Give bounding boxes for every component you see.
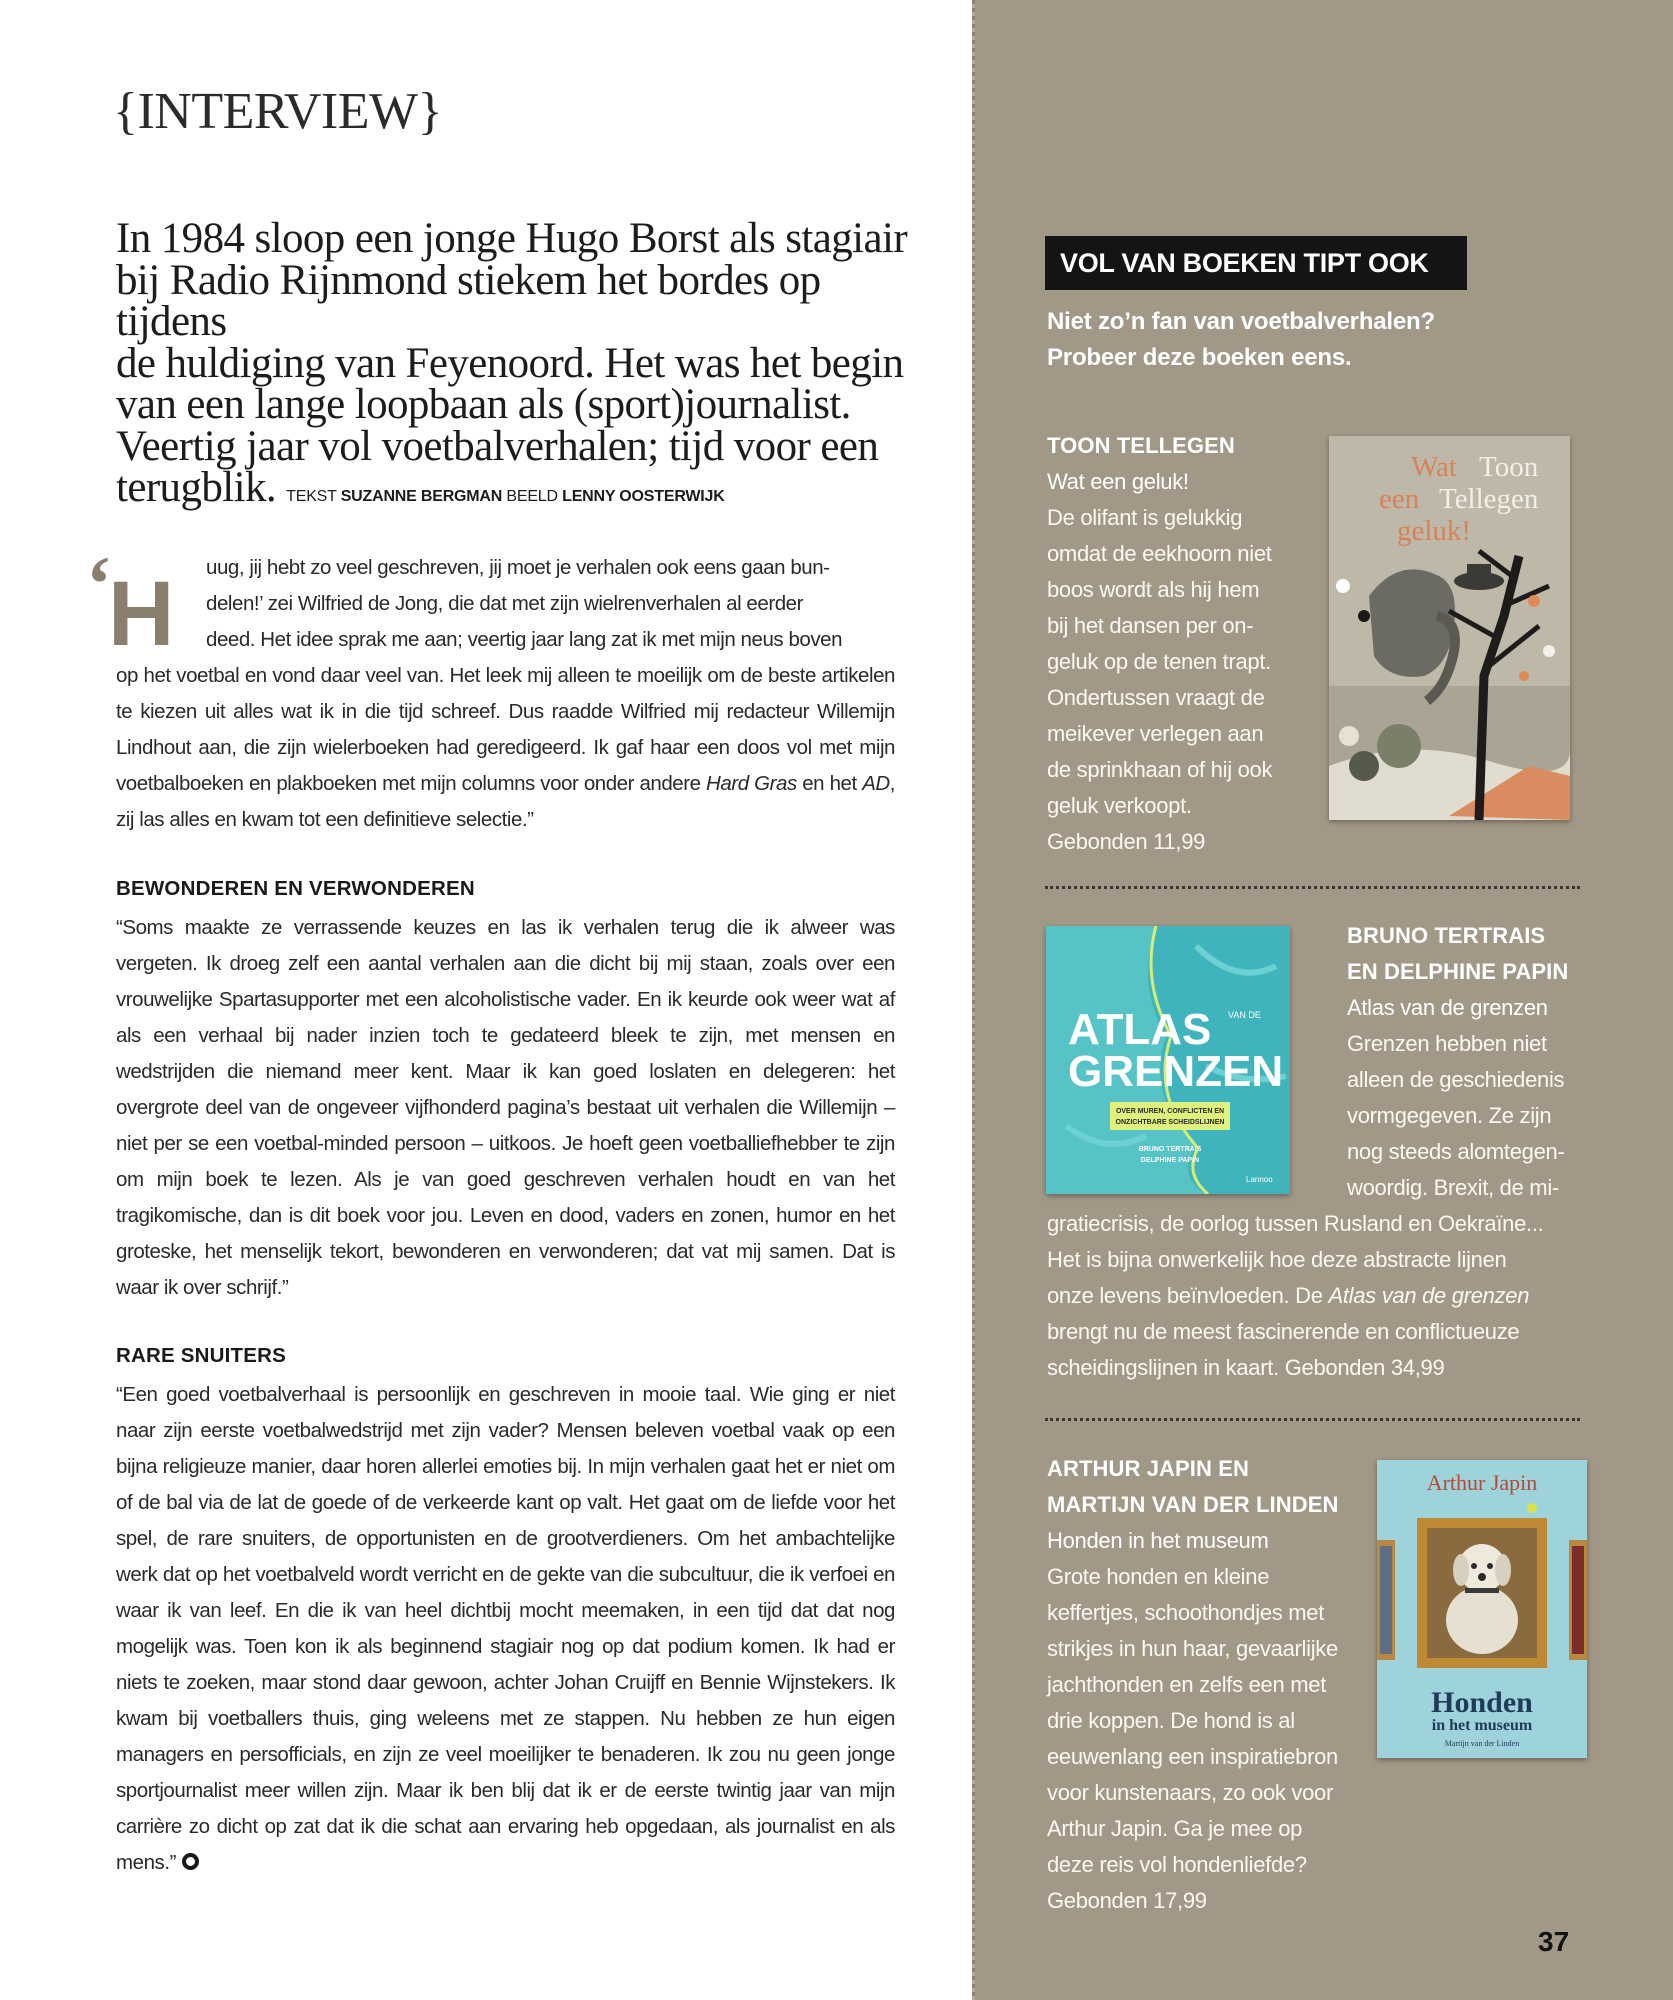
book-title: Honden in het museum <box>1047 1528 1269 1553</box>
credit-photo-name: LENNY OOSTERWIJK <box>562 488 725 505</box>
page-number: 37 <box>1538 1926 1570 1957</box>
book-2-info-full <box>1047 1206 1607 1386</box>
subhead-bewonderen: BEWONDEREN EN VERWONDEREN <box>116 877 475 900</box>
dropcap-letter: H <box>108 563 175 662</box>
paragraph-text: , zij las alles en kwam tot een definitieve selectie.” <box>116 772 896 831</box>
book-desc-line: deze reis vol hondenliefde? <box>1047 1852 1307 1877</box>
credit-text-name: SUZANNE BERGMAN <box>340 488 503 505</box>
book-desc-line <box>1047 1278 1607 1314</box>
paragraph-2: “Soms maakte ze verrassende keuzes en las ik verhalen terug die ik alweer was vergeten. Ik droeg zelf een aantal verhalen aan die dicht bij mij staan, zoals over een vrouwelijke Spartasupporter met een alcoholistische vader. En ik keurde ook weer wat af als een verhaal bij nader inzien toch te gedateerd bleek te zijn, met mensen en wedstrijden die niemand meer kent. Maar ik kan goed loslaten en delegeren: het overgrote deel van de ongeveer vijfhonderd pagina’s bestaat uit verhalen die Willemijn – niet per se een voetbal-minded persoon – uitkoos. Je hoeft geen voetballiefhebber te zijn om mijn boek te lezen. Als je van goed geschreven verhalen houdt en van het tragikomische, dan is dit boek voor jou. Leven en dood, vaders en zonen, humor en het groteske, het menselijk tekort, bewonderen en verwonderen; dat vat mij samen. Dat is waar ik over schrijf.” <box>116 916 895 1299</box>
book-desc-line: vormgegeven. Ze zijn <box>1347 1103 1552 1128</box>
intro-line: In 1984 sloop een jonge Hugo Borst als stagiair <box>116 215 908 262</box>
cover-title-line: ATLAS <box>1068 1005 1212 1054</box>
book-desc-line: woordig. Brexit, de mi- <box>1347 1175 1559 1200</box>
book-desc-line: nog steeds alomtegen- <box>1347 1139 1565 1164</box>
cover-title-line: GRENZEN <box>1068 1047 1284 1096</box>
book-desc-line: De olifant is gelukkig <box>1047 505 1243 530</box>
book-price: scheidingslijnen in kaart. Gebonden 34,99 <box>1047 1355 1445 1380</box>
cover-subtitle-line: OVER MUREN, CONFLICTEN EN <box>1115 1108 1225 1115</box>
cover-title-line: VAN DE <box>1228 1010 1261 1020</box>
book-desc-line: strikjes in hun haar, gevaarlijke <box>1047 1636 1338 1661</box>
intro-line: bij Radio Rijnmond stiekem het bordes op tijdens <box>116 256 821 345</box>
subhead-rare-snuiters: RARE SNUITERS <box>116 1344 287 1367</box>
newspaper-title: AD <box>862 772 890 795</box>
book-desc-line: Arthur Japin. Ga je mee op <box>1047 1816 1303 1841</box>
paragraph-text: “Een goed voetbalverhaal is persoonlijk en geschreven in mooie taal. Wie ging er niet naar zijn eerste voetbalwedstrijd met zijn vader? Mensen beleven voetbal vaak op een bijna religieuze manier, daar horen allerlei emoties bij. In mijn verhalen gaat het er niet om of de bal via de lat de goede of de verkeerde kant op valt. Het gaat om de liefde voor het spel, de rare snuiters, de opportunisten en de grootverdieners. Om het ambachtelijke werk dat op het voetbalveld wordt verricht en de gekte van die subcultuur, die ik verfoei en waar ik van leef. En die ik van heel dichtbij mocht meemaken, in een tijd dat dat nog mogelijk was. Toen kon ik als beginnend stagiair nog op dat podium komen. Ik had er niets te zoeken, maar stond daar gewoon, achter Johan Cruijff en Bennie Wijnstekers. Ik kwam bij voetballers thuis, ging weleens met ze stappen. Nu hebben ze hun eigen managers en persofficials, en zijn ze veel moeilijker te benaderen. Ik zou nu geen jonge sportjournalist meer willen zijn. Maar ik ben blij dat ik er de eerste twintig jaar van mijn carrière zo dicht op zat dat ik die schat aan ervaring heb opgedaan, als journalist en als mens.” <box>116 1383 895 1874</box>
book-title: Wat een geluk! <box>1047 469 1189 494</box>
book-desc-text: onze levens beïnvloeden. De <box>1047 1283 1329 1308</box>
book-desc-line: alleen de geschiedenis <box>1347 1067 1565 1092</box>
dropcap-quote: ‘ <box>86 552 112 627</box>
intro-line: terugblik. <box>116 464 276 511</box>
book-desc-line: voor kunstenaars, zo ook voor <box>1047 1780 1334 1805</box>
book-desc-line: geluk verkoopt. <box>1047 793 1192 818</box>
credit-text-label: TEKST <box>286 488 337 505</box>
paragraph-text: en het <box>796 772 863 795</box>
cover-subtitle-line: ONZICHTBARE SCHEIDSLIJNEN <box>1115 1119 1225 1126</box>
magazine-title: Hard Gras <box>706 772 797 795</box>
cover-publisher: Lannoo <box>1246 1175 1273 1184</box>
book-cover-atlas-grenzen <box>1046 926 1290 1194</box>
book-cover-wat-een-geluk <box>1329 436 1570 820</box>
book-desc-line: keffertjes, schoothondjes met <box>1047 1600 1325 1625</box>
book-1-info <box>1047 428 1307 860</box>
intro-lead <box>116 215 916 518</box>
intro-line: van een lange loopbaan als (sport)journalist. <box>116 381 851 428</box>
tips-subtitle-line: Probeer deze boeken eens. <box>1047 344 1352 371</box>
intro-line: Veertig jaar vol voetbalverhalen; tijd voor een <box>116 422 879 470</box>
book-author: TOON TELLEGEN <box>1047 433 1235 458</box>
book-desc-line: gratiecrisis, de oorlog tussen Rusland en Oekraïne... <box>1047 1211 1544 1236</box>
byline <box>286 488 724 505</box>
book-price: Gebonden 11,99 <box>1047 829 1206 854</box>
book-desc-line: geluk op de tenen trapt. <box>1047 649 1271 674</box>
divider <box>1045 886 1580 889</box>
book-tips-sidebar <box>972 0 1673 2000</box>
cover-title-line: in het museum <box>1431 1717 1533 1734</box>
paragraph-1-indented <box>206 550 895 658</box>
paragraph-line: deed. Het idee sprak me aan; veertig jaar lang zat ik met mijn neus boven <box>206 628 843 651</box>
book-desc-line: Grenzen hebben niet <box>1347 1031 1547 1056</box>
book-desc-line: bij het dansen per on- <box>1047 613 1254 638</box>
paragraph-line: uug, jij hebt zo veel geschreven, jij moet je verhalen ook eens gaan bun- <box>206 556 830 579</box>
book-desc-line: eeuwenlang een inspiratiebron <box>1047 1744 1338 1769</box>
tips-subtitle <box>1047 304 1567 376</box>
book-author: BRUNO TERTRAIS <box>1347 923 1546 948</box>
book-desc-line: Het is bijna onwerkelijk hoe deze abstracte lijnen <box>1047 1247 1507 1272</box>
tips-box-title: VOL VAN BOEKEN TIPT OOK <box>1045 236 1467 290</box>
book-desc-line: drie koppen. De hond is al <box>1047 1708 1295 1733</box>
book-price: Gebonden 17,99 <box>1047 1888 1207 1913</box>
section-label: {INTERVIEW} <box>113 83 443 140</box>
cover-title-line: Wat <box>1411 451 1457 483</box>
paragraph-line: delen!’ zei Wilfried de Jong, die dat met zijn wielrenverhalen al eerder <box>206 592 803 615</box>
book-author: EN DELPHINE PAPIN <box>1347 959 1569 984</box>
tips-subtitle-line: Niet zo’n fan van voetbalverhalen? <box>1047 308 1435 335</box>
cover-author: Arthur Japin <box>1426 1470 1538 1495</box>
end-mark-icon <box>182 1853 199 1870</box>
book-desc-line: boos wordt als hij hem <box>1047 577 1260 602</box>
cover-title-line: een <box>1379 483 1420 515</box>
intro-line: de huldiging van Feyenoord. Het was het begin <box>116 339 904 387</box>
cover-title-line: Honden <box>1431 1686 1533 1719</box>
book-desc-line: jachthonden en zelfs een met <box>1047 1672 1327 1697</box>
paragraph-text: op het voetbal en vond daar veel van. Het leek mij alleen te moeilijk om de beste artikelen te kiezen uit alles wat ik in die tijd schreef. Dus raadde Wilfried mij redacteur Willemijn Lindhout aan, die zijn wielerboeken had geredigeerd. Ik gaf haar een doos vol met mijn voetbalboeken en plakboeken met mijn columns voor onder andere <box>116 664 895 795</box>
cover-title-line: geluk! <box>1397 515 1472 547</box>
book-desc-line: brengt nu de meest fascinerende en conflictueuze <box>1047 1319 1520 1344</box>
intro-last-line <box>116 464 916 518</box>
book-desc-line: meikever verlegen aan <box>1047 721 1264 746</box>
cover-author-line: DELPHINE PAPIN <box>1140 1157 1200 1164</box>
book-3-info <box>1047 1451 1367 1919</box>
cover-author-line: Tellegen <box>1439 483 1539 515</box>
book-2-info <box>1347 918 1667 1206</box>
cover-illustrator: Martijn van der Linden <box>1444 1739 1520 1748</box>
book-desc-line: Grote honden en kleine <box>1047 1564 1270 1589</box>
divider <box>1045 1418 1580 1421</box>
cover-author-line: Toon <box>1479 451 1539 483</box>
book-cover-honden-in-het-museum <box>1377 1460 1587 1758</box>
paragraph-3 <box>116 1377 895 1881</box>
book-author: MARTIJN VAN DER LINDEN <box>1047 1492 1339 1517</box>
book-desc-line: Ondertussen vraagt de <box>1047 685 1265 710</box>
book-title-italic: Atlas van de grenzen <box>1328 1283 1530 1308</box>
book-title: Atlas van de grenzen <box>1347 995 1548 1020</box>
book-author: ARTHUR JAPIN EN <box>1047 1456 1249 1481</box>
cover-author-line: BRUNO TERTRAIS <box>1138 1146 1202 1153</box>
credit-photo-label: BEELD <box>506 488 558 505</box>
book-desc-line: omdat de eekhoorn niet <box>1047 541 1272 566</box>
book-desc-line: de sprinkhaan of hij ook <box>1047 757 1273 782</box>
paragraph-1 <box>116 658 895 838</box>
dropcap <box>82 552 178 662</box>
